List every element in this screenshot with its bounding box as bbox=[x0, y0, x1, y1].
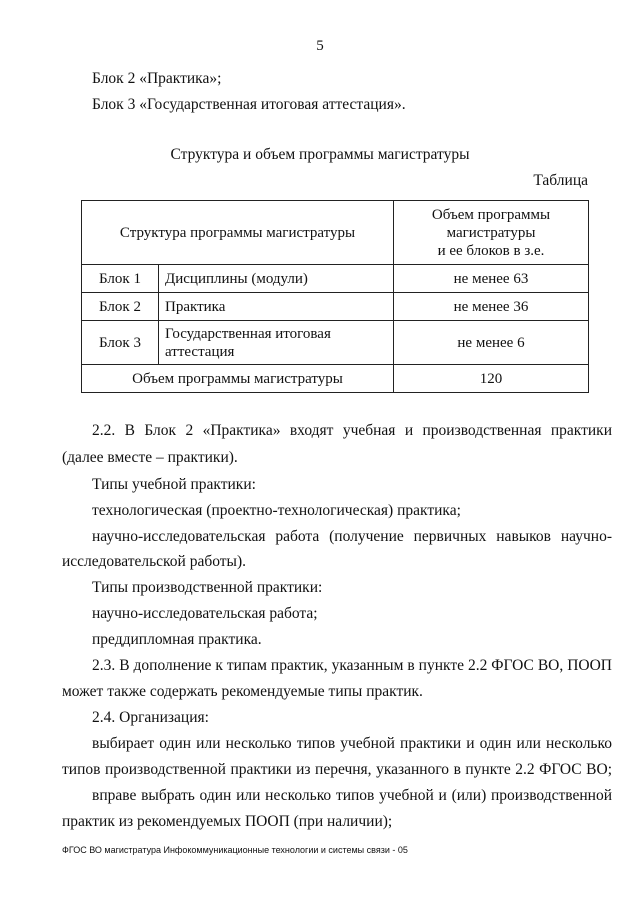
row-volume: не менее 6 bbox=[394, 321, 589, 365]
row-name: Дисциплины (модули) bbox=[159, 265, 394, 293]
row-block: Блок 1 bbox=[82, 265, 159, 293]
prod-type-1: научно-исследовательская работа; bbox=[92, 605, 318, 622]
page-footer: ФГОС ВО магистратура Инфокоммуникационные технологии и системы связи - 05 bbox=[62, 845, 408, 855]
row-volume: не менее 36 bbox=[394, 293, 589, 321]
prod-types-title: Типы производственной практики: bbox=[92, 579, 323, 596]
table-label: Таблица bbox=[533, 172, 588, 189]
intro-line-block3: Блок 3 «Государственная итоговая аттестация». bbox=[92, 96, 406, 113]
table-caption: Структура и объем программы магистратуры bbox=[170, 146, 470, 163]
row-volume: не менее 63 bbox=[394, 265, 589, 293]
page-number: 5 bbox=[316, 38, 324, 54]
table-row bbox=[82, 321, 589, 365]
header-volume-line1: Объем программы bbox=[431, 206, 551, 223]
edu-type-2-line2: исследовательской работы). bbox=[62, 553, 246, 570]
paragraph-2-2-line1: 2.2. В Блок 2 «Практика» входят учебная и производственная практики bbox=[92, 422, 612, 439]
total-label: Объем программы магистратуры bbox=[82, 365, 394, 393]
paragraph-2-4-title: 2.4. Организация: bbox=[92, 709, 209, 726]
paragraph-2-4b-line1: вправе выбрать один или несколько типов учебной и (или) производственной bbox=[92, 787, 612, 804]
prod-type-2: преддипломная практика. bbox=[92, 631, 262, 648]
header-volume-line2: магистратуры bbox=[446, 224, 536, 241]
paragraph-2-3-line2: может также содержать рекомендуемые типы практик. bbox=[62, 683, 423, 700]
table-header-row bbox=[82, 201, 589, 265]
paragraph-2-4b-line2: практик из рекомендуемых ПООП (при наличии); bbox=[62, 813, 393, 830]
paragraph-2-3-line1: 2.3. В дополнение к типам практик, указанным в пункте 2.2 ФГОС ВО, ПООП bbox=[92, 657, 612, 674]
intro-line-block2: Блок 2 «Практика»; bbox=[92, 70, 222, 87]
paragraph-2-2-line2: (далее вместе – практики). bbox=[62, 449, 238, 466]
header-volume bbox=[394, 201, 589, 265]
row-block: Блок 2 bbox=[82, 293, 159, 321]
table-row bbox=[82, 293, 589, 321]
paragraph-2-4a-line1: выбирает один или несколько типов учебной практики и один или несколько bbox=[92, 735, 612, 752]
row-name: Государственная итоговая аттестация bbox=[159, 321, 394, 365]
header-volume-line3: и ее блоков в з.е. bbox=[437, 242, 545, 259]
table-total-row bbox=[82, 365, 589, 393]
row-name: Практика bbox=[159, 293, 394, 321]
edu-types-title: Типы учебной практики: bbox=[92, 476, 256, 493]
paragraph-2-4a-line2: типов производственной практики из перечня, указанного в пункте 2.2 ФГОС ВО; bbox=[62, 761, 612, 778]
structure-table bbox=[81, 200, 589, 393]
row-block: Блок 3 bbox=[82, 321, 159, 365]
table-row bbox=[82, 265, 589, 293]
edu-type-2-line1: научно-исследовательская работа (получение первичных навыков научно- bbox=[92, 528, 612, 545]
header-structure: Структура программы магистратуры bbox=[82, 201, 394, 265]
total-volume: 120 bbox=[394, 365, 589, 393]
edu-type-1: технологическая (проектно-технологическая) практика; bbox=[92, 502, 461, 519]
